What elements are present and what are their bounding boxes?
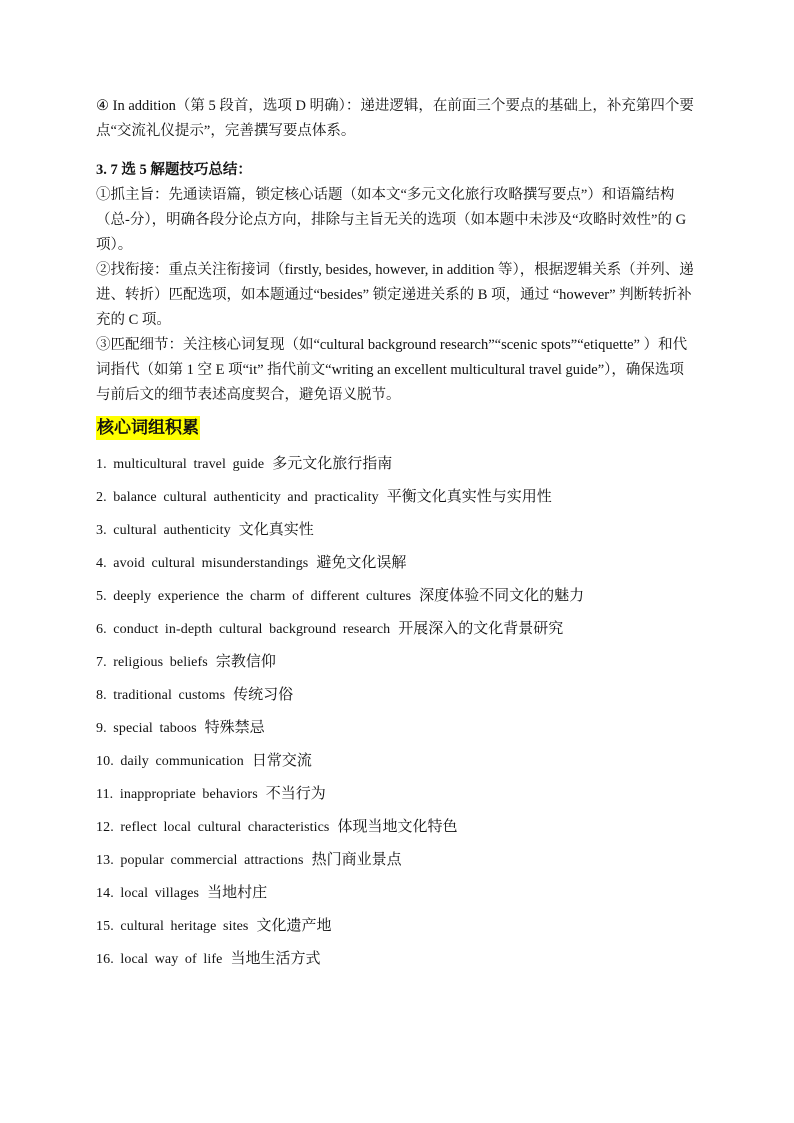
paragraph-point-4: ④ In addition（第 5 段首，选项 D 明确）：递进逻辑，在前面三个要点的基础上，补充第四个要点“交流礼仪提示”，完善撰写要点体系。 (96, 98, 694, 139)
vocab-item: 7. religious beliefs 宗教信仰 (96, 654, 276, 670)
vocab-item: 8. traditional customs 传统习俗 (96, 687, 294, 703)
vocab-item: 12. reflect local cultural characteristics 体现当地文化特色 (96, 819, 458, 835)
vocab-item: 6. conduct in-depth cultural background research 开展深入的文化背景研究 (96, 621, 564, 637)
vocab-item: 1. multicultural travel guide 多元文化旅行指南 (96, 456, 393, 472)
document-page (96, 94, 696, 976)
vocab-item: 5. deeply experience the charm of different cultures 深度体验不同文化的魅力 (96, 588, 585, 604)
vocab-list (96, 448, 696, 976)
tips-heading: 3. 7 选 5 解题技巧总结： (96, 162, 252, 178)
vocab-item: 4. avoid cultural misunderstandings 避免文化误解 (96, 555, 407, 571)
tip-connectives: ②找衔接：重点关注衔接词（firstly, besides, however, in addition 等），根据逻辑关系（并列、递进、转折）匹配选项，如本题通过“besides” 锁定递进关系的 B 项，通过 “however” 判断转折补充的 C 项。 (96, 262, 694, 328)
vocab-item: 15. cultural heritage sites 文化遗产地 (96, 918, 332, 934)
tip-details: ③匹配细节：关注核心词复现（如“cultural background research”“scenic spots”“etiquette” ）和代词指代（如第 1 空 E 项“it” 指代前文“writing an excellent multicultural travel guide”），确保选项与前后文的细节表述高度契合，避免语义脱节。 (96, 337, 688, 403)
vocab-item: 10. daily communication 日常交流 (96, 753, 312, 769)
vocab-item: 16. local way of life 当地生活方式 (96, 951, 321, 967)
vocab-heading: 核心词组积累 (96, 416, 200, 440)
vocab-item: 2. balance cultural authenticity and practicality 平衡文化真实性与实用性 (96, 489, 552, 505)
tip-main-idea: ①抓主旨：先通读语篇，锁定核心话题（如本文“多元文化旅行攻略撰写要点”）和语篇结构（总-分），明确各段分论点方向，排除与主旨无关的选项（如本题中未涉及“攻略时效性”的 G 项）。 (96, 187, 687, 253)
vocab-item: 14. local villages 当地村庄 (96, 885, 268, 901)
vocab-item: 3. cultural authenticity 文化真实性 (96, 522, 314, 538)
vocab-item: 13. popular commercial attractions 热门商业景点 (96, 852, 402, 868)
vocab-item: 11. inappropriate behaviors 不当行为 (96, 786, 326, 802)
vocab-item: 9. special taboos 特殊禁忌 (96, 720, 265, 736)
